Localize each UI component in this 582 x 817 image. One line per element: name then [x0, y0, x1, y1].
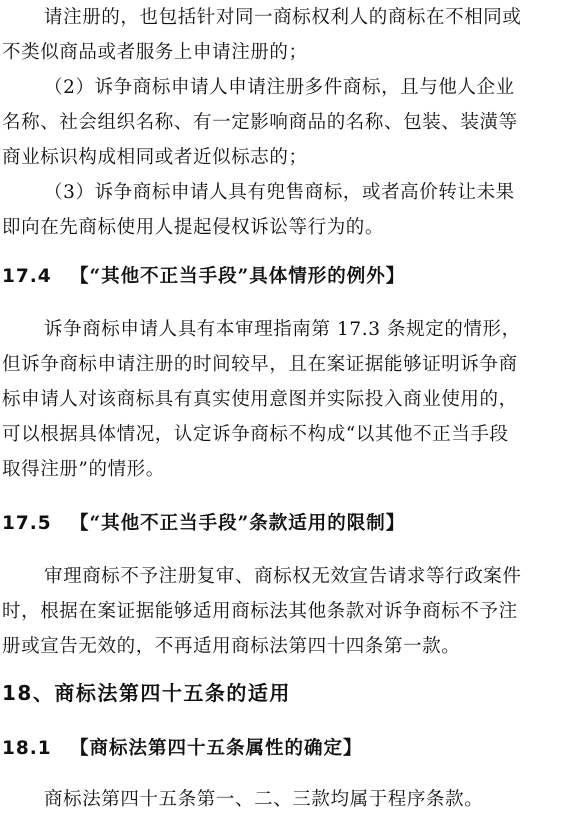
section-number: 17.5: [2, 513, 52, 534]
text-line: （3）诉争商标申请人具有兜售商标，或者高价转让未果: [44, 182, 515, 203]
section-heading-17-5: [2, 509, 578, 539]
intro-paragraph: [2, 0, 568, 245]
section-18-1-paragraph: [2, 782, 568, 817]
text-line: 可以根据具体情况，认定诉争商标不构成“以其他不正当手段: [2, 424, 509, 445]
text-line: 册或宣告无效的，不再适用商标法第四十四条第一款。: [2, 636, 461, 657]
chapter-heading-18: [2, 678, 291, 708]
text-line: 标申请人对该商标具有真实使用意图并实际投入商业使用的，: [2, 389, 518, 410]
section-heading-18-1: [2, 734, 578, 764]
section-title: 【“其他不正当手段”条款适用的限制】: [70, 513, 406, 534]
text-line: 名称、社会组织名称、有一定影响商品的名称、包装、装潢等: [2, 112, 518, 133]
section-heading-17-4: [2, 262, 578, 292]
text-line: 即向在先商标使用人提起侵权诉讼等行为的。: [2, 217, 385, 238]
text-line: 商标法第四十五条第一、二、三款均属于程序条款。: [44, 789, 484, 810]
text-line: 但诉争商标申请注册的时间较早，且在案证据能够证明诉争商: [2, 354, 518, 375]
chapter-title: 商标法第四十五条的适用: [54, 681, 291, 705]
section-number: 17.4: [2, 266, 52, 287]
text-line: 请注册的，也包括针对同一商标权利人的商标在不相同或: [44, 7, 522, 28]
section-17-5-paragraph: [2, 559, 568, 664]
section-17-4-paragraph: [2, 312, 568, 487]
text-line: （2）诉争商标申请人申请注册多件商标，且与他人企业: [44, 77, 515, 98]
text-line: 商业标识构成相同或者近似标志的；: [2, 147, 308, 168]
text-line: 取得注册”的情形。: [2, 459, 165, 480]
section-title: 【商标法第四十五条属性的确定】: [70, 738, 363, 759]
text-line: 诉争商标申请人具有本审理指南第 17.3 条规定的情形，: [44, 319, 521, 340]
text-line: 审理商标不予注册复审、商标权无效宣告请求等行政案件: [44, 566, 522, 587]
text-line: 时，根据在案证据能够适用商标法其他条款对诉争商标不予注: [2, 601, 518, 622]
text-line: 不类似商品或者服务上申请注册的；: [2, 42, 308, 63]
section-number: 18.1: [2, 738, 52, 759]
chapter-number: 18、: [2, 681, 55, 705]
section-title: 【“其他不正当手段”具体情形的例外】: [70, 266, 406, 287]
